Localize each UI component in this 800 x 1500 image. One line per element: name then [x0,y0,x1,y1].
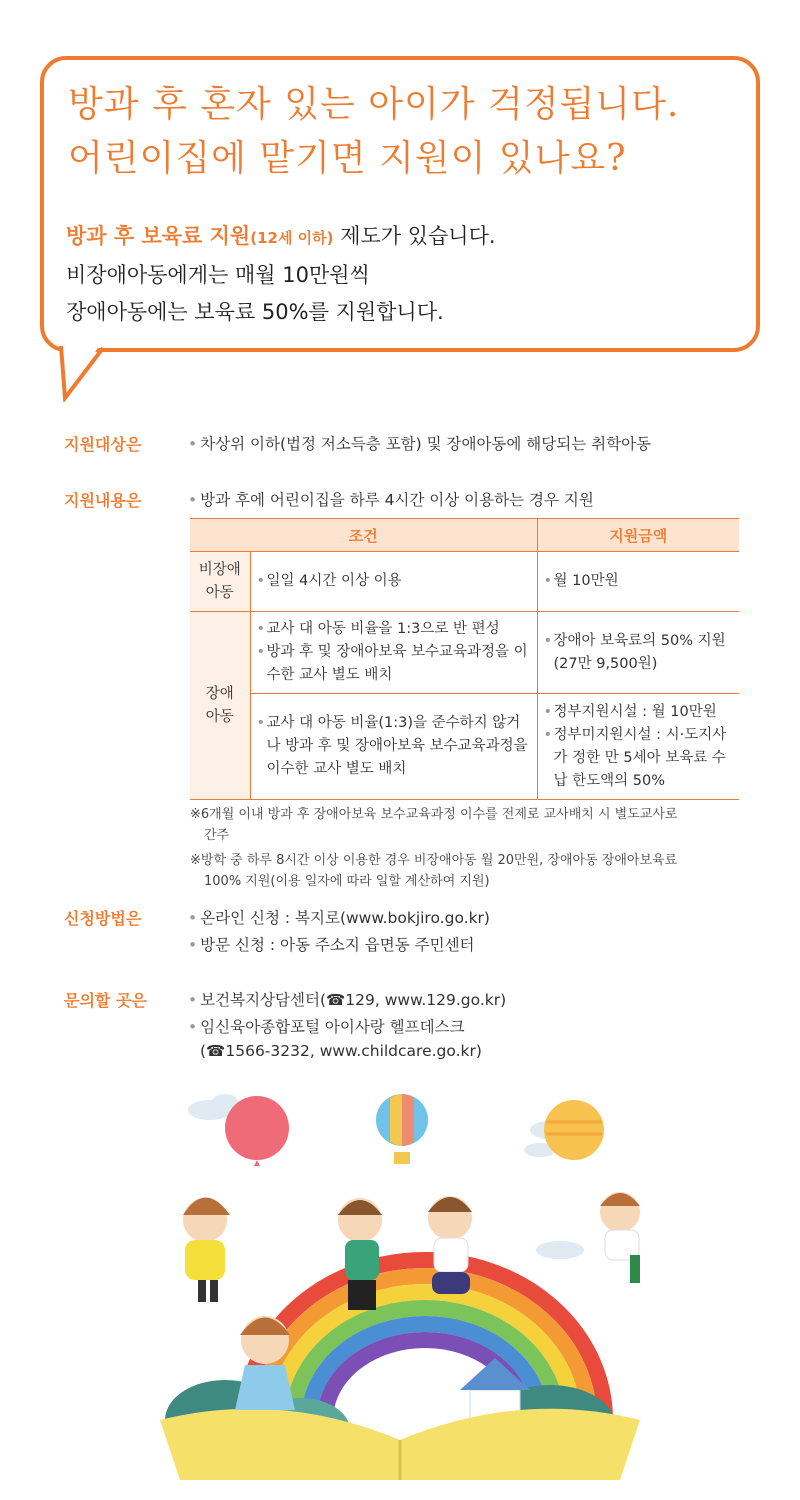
answer-line-1 [66,218,496,257]
section-label-apply: 신청방법은 [64,909,142,928]
kids-rainbow-illustration [150,1090,650,1480]
section-label-content: 지원내용은 [64,491,142,510]
bullet-icon: • [188,491,198,509]
content-text: • 방과 후에 어린이집을 하루 4시간 이상 이용하는 경우 지원 [188,491,594,509]
apply-item: • 방문 신청 : 아동 주소지 읍면동 주민센터 [188,936,475,954]
cell-amount: • 장애아 보육료의 50% 지원 (27만 9,500원) [537,612,739,694]
cell-condition: • 교사 대 아동 비율(1:3)을 준수하지 않거나 방과 후 및 장애아보육 보수교육과정을 이수한 교사 별도 배치 [250,694,537,800]
balloon-icon [544,1100,604,1160]
cell-condition: • 일일 4시간 이상 이용 [250,552,537,612]
bullet-icon: • [188,1018,198,1036]
child-figure-icon [600,1192,640,1283]
support-table [190,518,739,800]
answer-block [66,218,496,331]
question-bubble [40,56,760,352]
bullet-icon: • [188,435,198,453]
apply-item: • 온라인 신청 : 복지로(www.bokjiro.go.kr) [188,909,490,927]
section-label-target: 지원대상은 [64,435,142,454]
bullet-icon: • [188,936,198,954]
answer-highlight: 방과 후 보육료 지원 [66,224,251,248]
table-row [190,694,739,800]
table-row [190,612,739,694]
target-text: • 차상위 이하(법정 저소득층 포함) 및 장애아동에 해당되는 취학아동 [188,435,652,453]
bullet-icon: • [188,909,198,927]
contact-item: • 임신육아종합포털 아이사랑 헬프데스크 [188,1018,465,1036]
question-line-2: 어린이집에 맡기면 지원이 있나요? [68,138,627,179]
header-condition: 조건 [190,519,537,552]
row-label-non-disabled: 비장애 아동 [190,552,250,612]
contact-item: • 보건복지상담센터(☎129, www.129.go.kr) [188,991,507,1009]
child-figure-icon [428,1196,472,1294]
answer-age-note: (12세 이하) [250,229,334,247]
balloon-icon [225,1096,289,1166]
footnote-1: ※6개월 이내 방과 후 장애아보육 보수교육과정 이수를 전제로 교사배치 시 별도교사로 간주 [190,807,678,843]
header-amount: 지원금액 [537,519,739,552]
table-header-row [190,519,739,552]
row-label-disabled: 장애 아동 [190,612,250,800]
bullet-icon: • [188,991,198,1009]
child-figure-icon [183,1198,230,1303]
answer-line-3: 장애아동에는 보육료 50%를 지원합니다. [66,300,444,324]
footnote-2: ※방학 중 하루 8시간 이상 이용한 경우 비장애아동 월 20만원, 장애아동 장애아보육료 100% 지원(이용 일자에 따라 일할 계산하여 지원) [190,853,678,889]
question-line-1: 방과 후 혼자 있는 아이가 걱정됩니다. [68,84,680,125]
cell-amount: • 정부지원시설 : 월 10만원 • 정부미지원시설 : 시·도지사가 정한 만 5세아 보육료 수납 한도액의 50% [537,694,739,800]
hot-air-balloon-icon [376,1094,428,1164]
table-row [190,552,739,612]
cell-condition: • 교사 대 아동 비율을 1:3으로 반 편성 • 방과 후 및 장애아보육 보수교육과정을 이수한 교사 별도 배치 [250,612,537,694]
open-book-icon [160,1409,640,1480]
bubble-tail [55,340,115,402]
cell-amount: • 월 10만원 [537,552,739,612]
answer-line-1-rest: 제도가 있습니다. [333,224,496,248]
contact-item-continued: (☎1566-3232, www.childcare.go.kr) [200,1042,482,1060]
section-label-contact: 문의할 곳은 [64,991,147,1010]
answer-line-2: 비장애아동에게는 매월 10만원씩 [66,263,370,287]
